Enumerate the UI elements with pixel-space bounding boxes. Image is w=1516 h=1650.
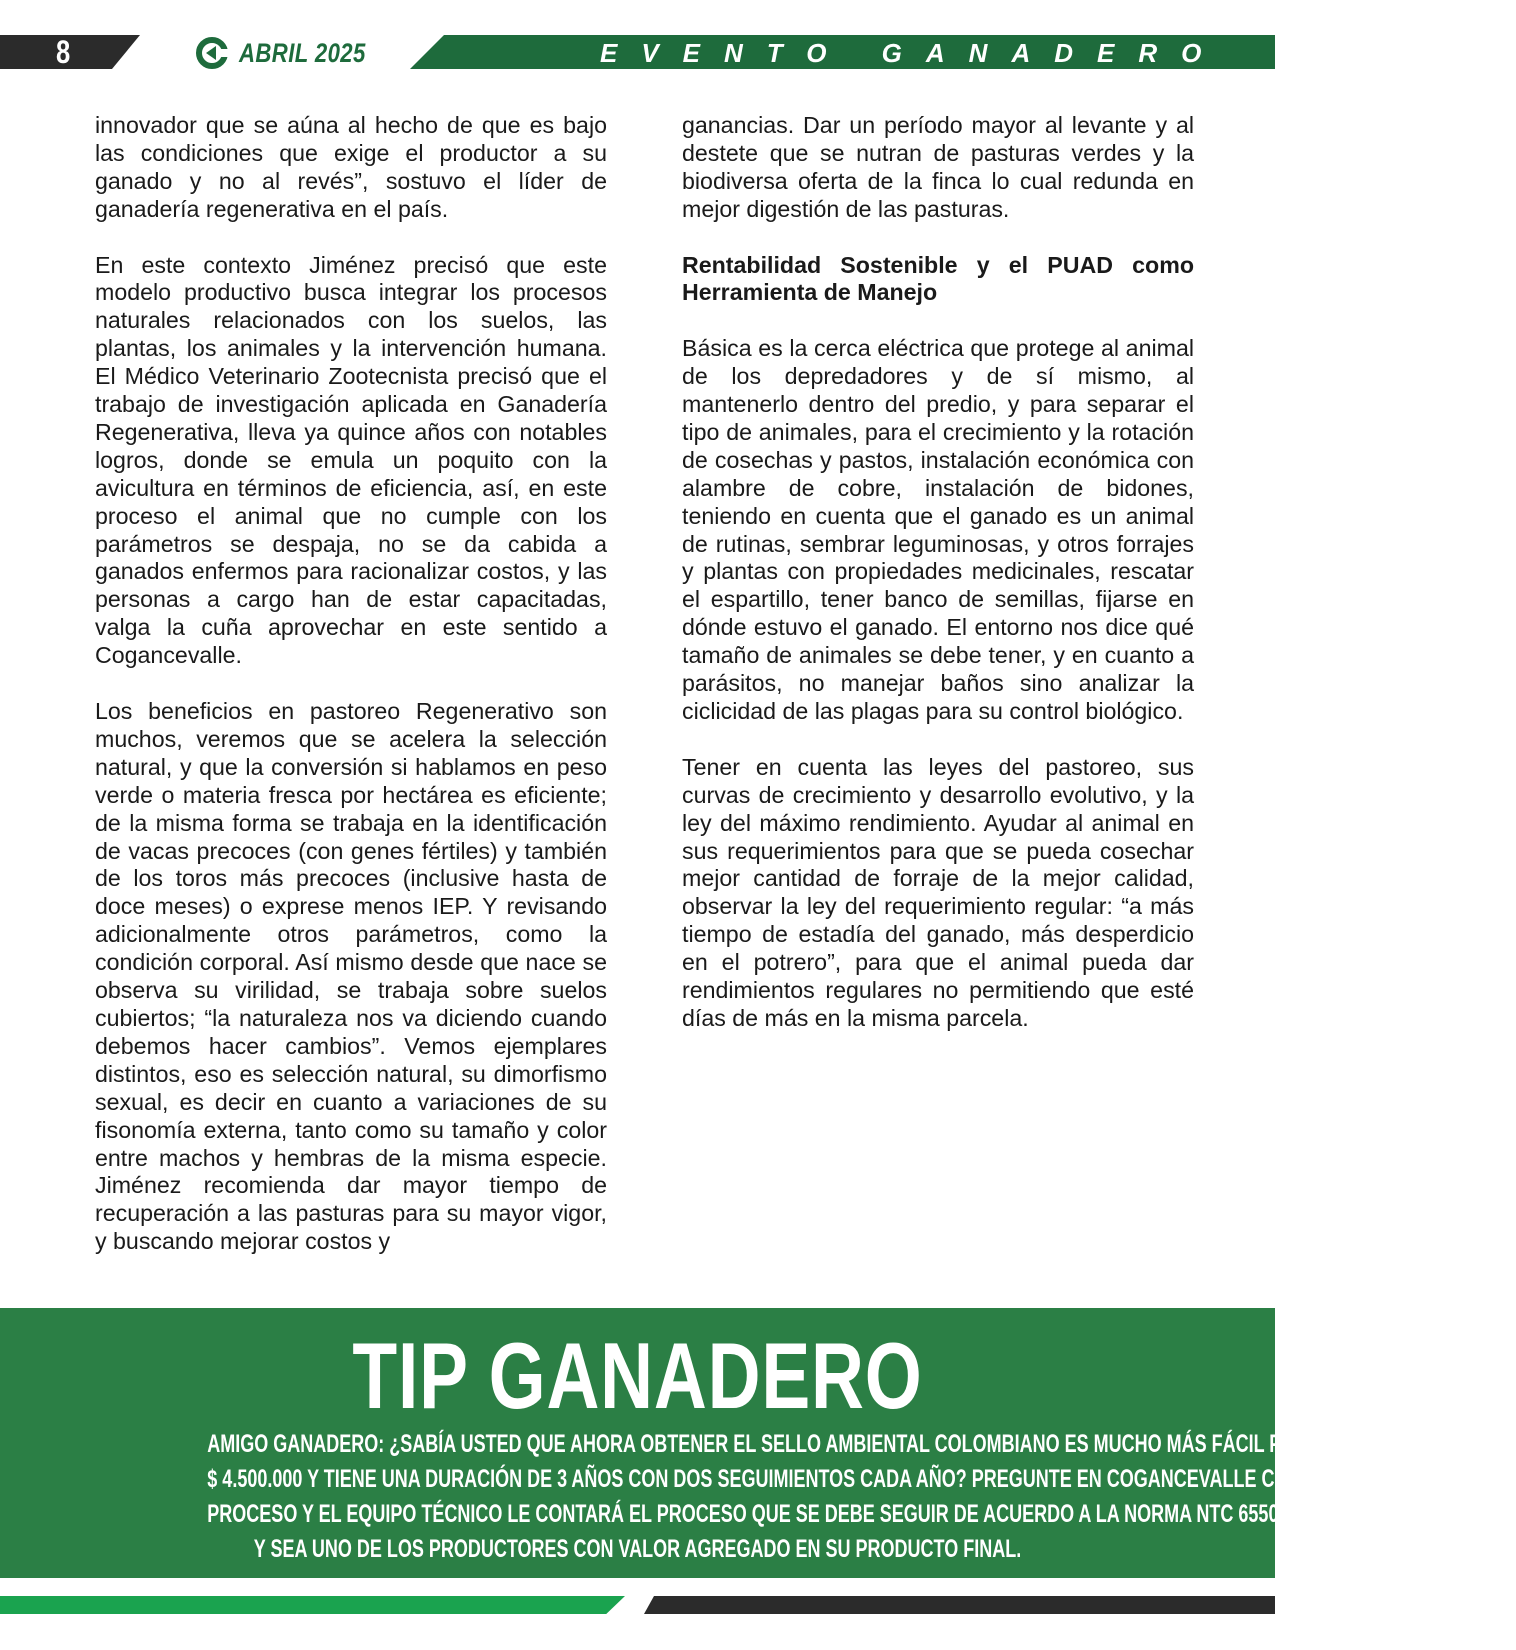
left-column — [95, 112, 607, 1284]
right-paragraph-3: Tener en cuenta las leyes del pastoreo, sus curvas de crecimiento y desarrollo evolutivo, y la ley del máximo rendimiento. Ayudar al animal en sus requerimientos para que se pueda cosechar mejor cantidad de forraje de la mejor calidad, observar la ley del requerimiento regular: “a más tiempo de estadía del ganado, más desperdicio en el potrero”, para que el animal pueda dar rendimientos regulares no permitiendo que esté días de más en la misma parcela. — [682, 753, 1194, 1031]
tip-line: Y SEA UNO DE LOS PRODUCTORES CON VALOR AGREGADO EN SU PRODUCTO FINAL. — [253, 1535, 1022, 1563]
page-number: 8 — [56, 34, 71, 70]
right-paragraph-2: Básica es la cerca eléctrica que protege al animal de los depredadores y de sí mismo, al mantenerlo dentro del predio, y para separar el tipo de animales, para el crecimiento y la rotación de cosechas y pastos, instalación económica con alambre de cobre, instalación de bidones, teniendo en cuenta que el ganado es un animal de rutinas, sembrar leguminosas, y otros forrajes y plantas con propiedades medicinales, rescatar el espartillo, tener banco de semillas, fijarse en dónde estuvo el ganado. El entorno nos dice qué tamaño de animales se debe tener, y en cuanto a parásitos, no manejar baños sino analizar la ciclicidad de las plagas para su control biológico. — [682, 335, 1194, 724]
section-heading: Rentabilidad Sostenible y el PUAD como Herramienta de Manejo — [682, 251, 1194, 306]
right-paragraph-1: ganancias. Dar un período mayor al levante y al destete que se nutran de pasturas verdes y la biodiversa oferta de la finca lo cual redunda en mejor digestión de las pasturas. — [682, 112, 1194, 222]
tip-body — [40, 1427, 1516, 1567]
left-paragraph-3: Los beneficios en pastoreo Regenerativo son muchos, veremos que se acelera la selección natural, y que la conversión si hablamos en peso verde o materia fresca por hectárea es eficiente; de la misma forma se trabaja en la identificación de vacas precoces (con genes fértiles) y también de los toros más precoces (inclusive hasta de doce meses) o exprese menos IEP. Y revisando adicionalmente otros parámetros, como la condición corporal. Así mismo desde que nace se observa su virilidad, se trabaja sobre suelos cubiertos; “la naturaleza nos va diciendo cuando debemos hacer cambios”. Vemos ejemplares distintos, eso es selección natural, su dimorfismo sexual, es decir en cuanto a variaciones de su fisonomía externa, tanto como su tamaño y color entre machos y hembras de la misma especie. Jiménez recomienda dar mayor tiempo de recuperación a las pasturas para su mayor vigor, y buscando mejorar costos y — [95, 698, 607, 1255]
section-title: EVENTO GANADERO — [600, 38, 1226, 68]
tip-line: PROCESO Y EL EQUIPO TÉCNICO LE CONTARÁ EL PROCESO QUE SE DEBE SEGUIR DE ACUERDO A LA NORMA NTC 6550:2021 — [207, 1500, 1325, 1528]
footer-dark-stripe — [644, 1596, 1275, 1614]
tip-title: TIP GANADERO — [352, 1323, 923, 1428]
left-paragraph-2: En este contexto Jiménez precisó que este modelo productivo busca integrar los procesos naturales relacionados con los suelos, las plantas, los animales y la intervención humana. El Médico Veterinario Zootecnista precisó que el trabajo de investigación aplicada en Ganadería Regenerativa, lleva ya quince años con notables logros, donde se emula un poquito con la avicultura en términos de eficiencia, así, en este proceso el animal que no cumple con los parámetros se despaja, no se da cabida a ganados enfermos para racionalizar costos, y las personas a cargo han de estar capacitadas, valga la cuña aprovechar en este sentido a Cogancevalle. — [95, 251, 607, 669]
issue-date: ABRIL 2025 — [239, 38, 366, 68]
left-paragraph-1: innovador que se aúna al hecho de que es bajo las condiciones que exige el productor a su ganado y no al revés”, sostuvo el líder de ganadería regenerativa en el país. — [95, 112, 607, 222]
cogancevalle-logo-icon — [196, 37, 228, 69]
footer-green-stripe — [0, 1596, 625, 1614]
tip-line: $ 4.500.000 Y TIENE UNA DURACIÓN DE 3 AÑOS CON DOS SEGUIMIENTOS CADA AÑO? PREGUNTE EN COGANCEVALLE CÓMO INICIAR EL — [207, 1465, 1418, 1493]
right-column — [682, 112, 1194, 1061]
tip-line: AMIGO GANADERO: ¿SABÍA USTED QUE AHORA OBTENER EL SELLO AMBIENTAL COLOMBIANO ES MUCHO MÁS FÁCIL PORQUE SU VALOR BAJO A — [207, 1430, 1516, 1458]
